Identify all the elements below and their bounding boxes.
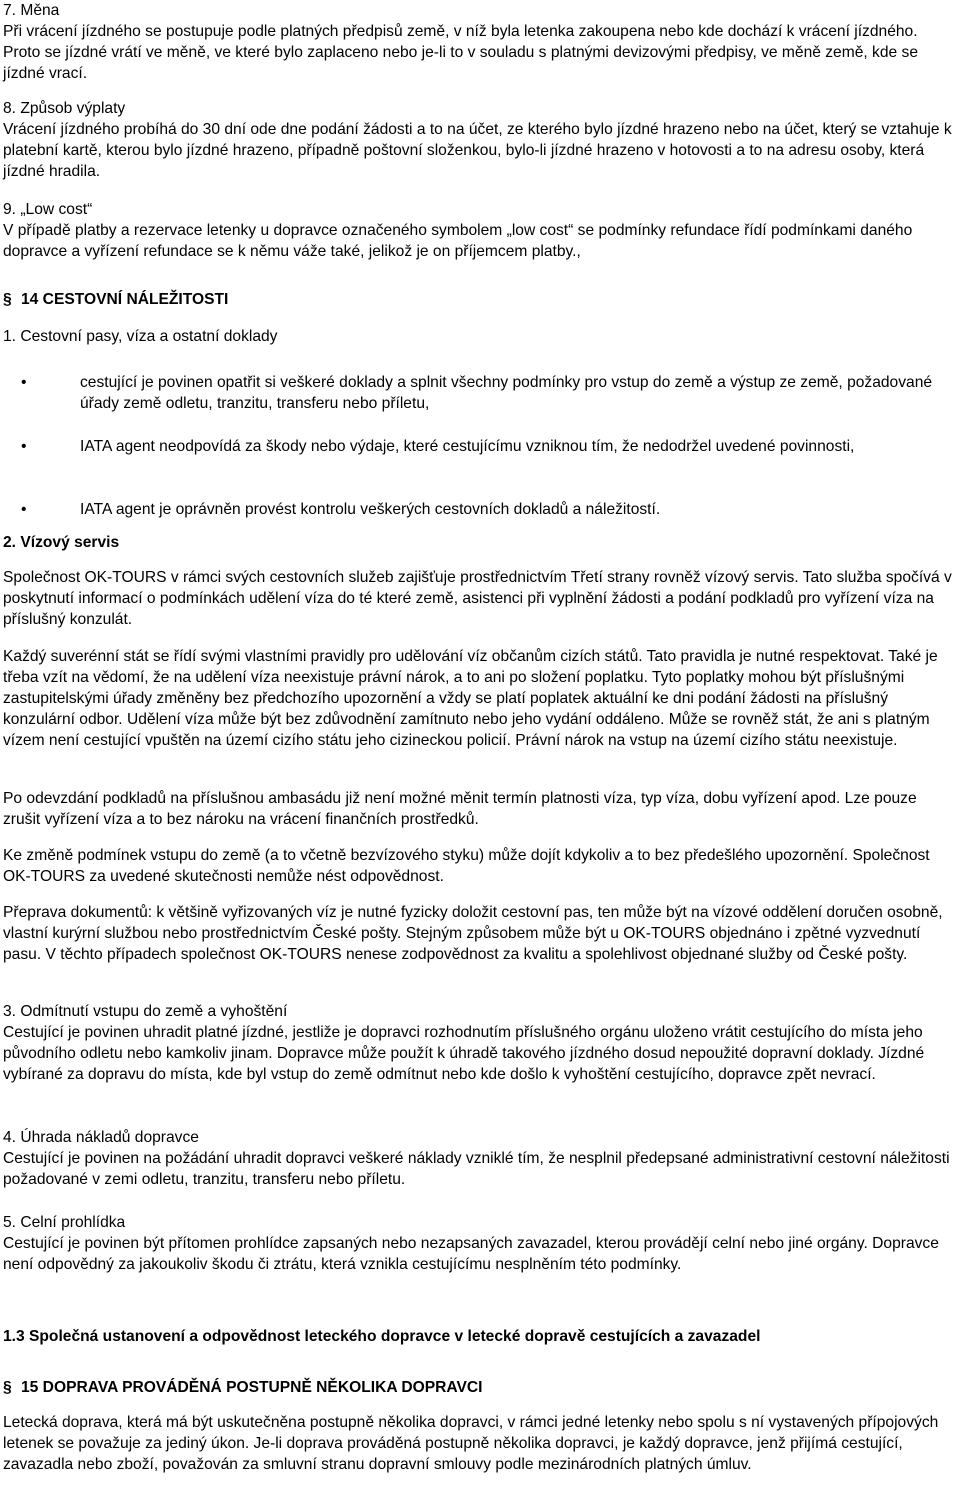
section-9 xyxy=(3,199,957,262)
subsection-4 xyxy=(3,1127,957,1190)
section-7 xyxy=(3,0,957,84)
paragraph-sign: § xyxy=(3,1379,12,1396)
bullet-item-2 xyxy=(3,436,957,457)
visa-paragraph-4 xyxy=(3,845,957,887)
chapter-15-paragraph xyxy=(3,1412,957,1475)
section-8-text: Vrácení jízdného probíhá do 30 dní ode dne podání žádosti a to na účet, ze kterého bylo jízdné hrazeno nebo na účet, který se vztahuje k platební kartě, kterou bylo jízdné hrazeno, případně poštovní složenkou, bylo-li jízdné hrazeno v hotovosti a to na adresu osoby, která jízdné hradila. xyxy=(3,121,952,180)
visa-paragraph-5-text: Přeprava dokumentů: k většině vyřizovaných víz je nutné fyzicky doložit cestovní pas, ten může být na vízové oddělení doručen osobně, vlastní kurýrní službou nebo prostřednictvím České pošty. Stejným způsobem může být u OK-TOURS objednáno i zpětné vyzvednutí pasu. V těchto případech společnost OK-TOURS nenese zodpovědnost za kvalitu a spolehlivost objednané služby od České pošty. xyxy=(3,904,943,963)
chapter-14-heading xyxy=(3,289,957,310)
bullet-item-3 xyxy=(3,499,957,520)
subsection-1-title-text: 1. Cestovní pasy, víza a ostatní doklady xyxy=(3,328,278,345)
visa-paragraph-4-text: Ke změně podmínek vstupu do země (a to včetně bezvízového styku) může dojít kdykoliv a to bez předešlého upozornění. Společnost OK-TOURS za uvedené skutečnosti nemůže nést odpovědnost. xyxy=(3,847,930,885)
subsection-1-title xyxy=(3,326,957,347)
visa-paragraph-1-text: Společnost OK-TOURS v rámci svých cestovních služeb zajišťuje prostřednictvím Třetí strany rovněž vízový servis. Tato služba spočívá v poskytnutí informací o podmínkách udělení víza do té které země, asistenci při vyplnění žádosti a podání podkladů pro vyřízení víza na příslušný konzulát. xyxy=(3,569,952,628)
section-8-title: 8. Způsob výplaty xyxy=(3,100,126,117)
subsection-2-title xyxy=(3,532,957,553)
bullet-dot: • xyxy=(21,438,27,455)
visa-paragraph-5 xyxy=(3,902,957,965)
subsection-4-title: 4. Úhrada nákladů dopravce xyxy=(3,1129,199,1146)
section-7-title: 7. Měna xyxy=(3,2,60,19)
chapter-14-title: 14 CESTOVNÍ NÁLEŽITOSTI xyxy=(21,291,229,308)
subsection-4-text: Cestující je povinen na požádání uhradit dopravci veškeré náklady vzniklé tím, že nesplnil předepsané administrativní cestovní náležitosti požadované v zemi odletu, tranzitu, transferu nebo příletu. xyxy=(3,1150,950,1188)
section-9-title: 9. „Low cost“ xyxy=(3,201,93,218)
chapter-15-heading xyxy=(3,1377,957,1398)
subsection-5-title: 5. Celní prohlídka xyxy=(3,1214,126,1231)
subsection-3-title: 3. Odmítnutí vstupu do země a vyhoštění xyxy=(3,1003,288,1020)
section-9-text: V případě platby a rezervace letenky u dopravce označeného symbolem „low cost“ se podmínky refundace řídí podmínkami daného dopravce a vyřízení refundace se k němu váže také, jelikož je on příjemcem platby., xyxy=(3,222,913,260)
subsection-2-title-text: 2. Vízový servis xyxy=(3,534,120,551)
bullet-dot: • xyxy=(21,501,27,518)
paragraph-sign: § xyxy=(3,291,12,308)
section-1-3-heading xyxy=(3,1326,957,1347)
visa-paragraph-2-text: Každý suverénní stát se řídí svými vlastními pravidly pro udělování víz občanům cizích států. Tato pravidla je nutné respektovat. Také je třeba vzít na vědomí, že na udělení víza neexistuje právní nárok, a to ani po složení poplatku. Tyto poplatky mohou být příslušnými zastupitelskými úřady změněny bez předchozího upozornění a vždy se platí poplatek aktuální ke dni podání žádosti na příslušný konzulární odbor. Udělení víza může být bez zdůvodnění zamítnuto nebo jeho vydání oddáleno. Může se rovněž stát, že ani s platným vízem není cestující vpuštěn na území cizího státu jeho cizineckou policií. Právní nárok na vstup na území cizího státu neexistuje. xyxy=(3,648,938,749)
section-1-3-title: 1.3 Společná ustanovení a odpovědnost leteckého dopravce v letecké dopravě cestujících a zavazadel xyxy=(3,1328,761,1345)
bullet-text: IATA agent je oprávněn provést kontrolu veškerých cestovních dokladů a náležitostí. xyxy=(80,501,661,518)
subsection-5-text: Cestující je povinen být přítomen prohlídce zapsaných nebo nezapsaných zavazadel, kterou provádějí celní nebo jiné orgány. Dopravce není odpovědný za jakoukoliv škodu či ztrátu, která vznikla cestujícímu nesplněním této podmínky. xyxy=(3,1235,939,1273)
visa-paragraph-2 xyxy=(3,646,957,751)
bullet-text: IATA agent neodpovídá za škody nebo výdaje, které cestujícímu vzniknou tím, že nedodržel uvedené povinnosti, xyxy=(80,438,855,455)
bullet-dot: • xyxy=(21,374,27,391)
visa-paragraph-3-text: Po odevzdání podkladů na příslušnou ambasádu již není možné měnit termín platnosti víza, typ víza, dobu vyřízení apod. Lze pouze zrušit vyřízení víza a to bez nároku na vrácení finančních prostředků. xyxy=(3,790,917,828)
bullet-item-1 xyxy=(3,372,957,414)
bullet-text: cestující je povinen opatřit si veškeré doklady a splnit všechny podmínky pro vstup do země a výstup ze země, požadované úřady země odletu, tranzitu, transferu nebo příletu, xyxy=(80,374,933,412)
section-7-text: Při vrácení jízdného se postupuje podle platných předpisů země, v níž byla letenka zakoupena nebo kde dochází k vrácení jízdného. Proto se jízdné vrátí ve měně, ve které bylo zaplaceno nebo je-li to v souladu s platnými devizovými předpisy, ve měně země, kde se jízdné vrací. xyxy=(3,23,918,82)
subsection-3 xyxy=(3,1001,957,1085)
visa-paragraph-1 xyxy=(3,567,957,630)
section-8 xyxy=(3,98,957,182)
visa-paragraph-3 xyxy=(3,788,957,830)
subsection-5 xyxy=(3,1212,957,1275)
chapter-15-text: Letecká doprava, která má být uskutečněna postupně několika dopravci, v rámci jedné letenky nebo spolu s ní vystavených přípojových letenek se považuje za jediný úkon. Je-li doprava prováděná postupně několika dopravci, je každý dopravce, jenž přijímá cestující, zavazadla nebo zboží, považován za smluvní stranu dopravní smlouvy podle mezinárodních platných úmluv. xyxy=(3,1414,939,1473)
subsection-3-text: Cestující je povinen uhradit platné jízdné, jestliže je dopravci rozhodnutím příslušného orgánu uloženo vrátit cestujícího do místa jeho původního odletu nebo kamkoliv jinam. Dopravce může použít k úhradě takového jízdného dosud nepoužité dopravní doklady. Jízdné vybírané za dopravu do místa, kde byl vstup do země odmítnut nebo kde došlo k vyhoštění cestujícího, dopravce zpět nevrací. xyxy=(3,1024,925,1083)
chapter-15-title: 15 DOPRAVA PROVÁDĚNÁ POSTUPNĚ NĚKOLIKA DOPRAVCI xyxy=(21,1379,483,1396)
